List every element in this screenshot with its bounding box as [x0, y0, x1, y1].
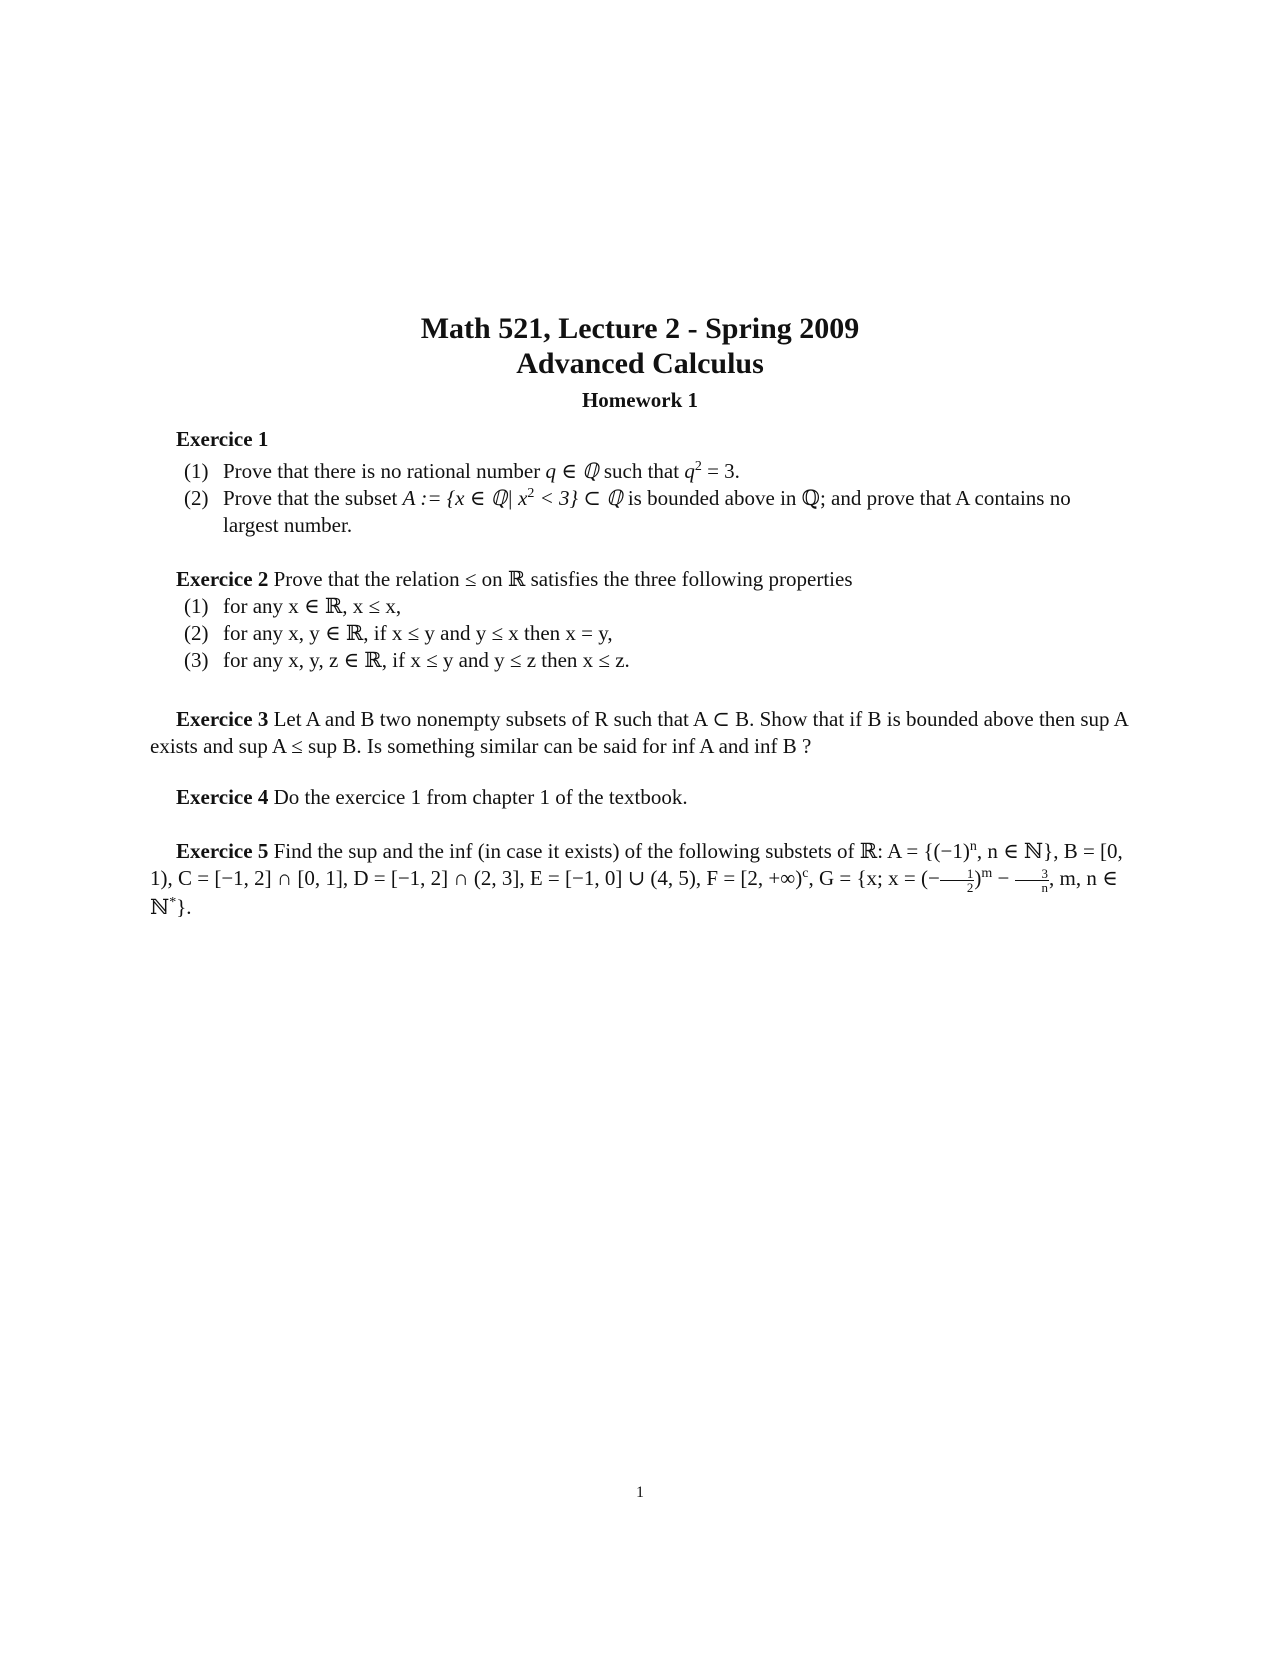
exercise-1-item-1: (1) Prove that there is no rational number q ∈ ℚ such that $q^2 = 3$. [184, 459, 740, 483]
exercise-2-item-2: (2) for any x, y ∈ ℝ, if x ≤ y and y ≤ x then x = y, [184, 621, 613, 645]
exercise-1 [150, 426, 1130, 539]
exercise-2-item-1: (1) for any x ∈ ℝ, x ≤ x, [184, 594, 402, 618]
exercise-5-heading: Exercice 5 [176, 839, 269, 863]
course-subtitle: Advanced Calculus [516, 347, 764, 380]
exercise-2 [150, 566, 1130, 674]
page-number: 1 [636, 1484, 644, 1501]
exercise-3 [150, 706, 1130, 760]
exercise-2-item-3: (3) for any x, y, z ∈ ℝ, if x ≤ y and y ≤ z then x ≤ z. [184, 648, 630, 672]
exercise-3-heading: Exercice 3 [176, 707, 269, 731]
exercise-5: Exercice 5 Find the sup and the inf (in case it exists) of the following substets of ℝ: $A = \{(-1)^n$, n ∈ ℕ}, B = [0, 1), C = [−1, 2] ∩ [0, 1], D = [−1, 2] ∩ (2, 3], E = [−1, 0] ∪ (4, 5), F = [2, +∞)$^c$, G = {x; x = (− $\frac{1}{2}$ )$^m$ − $\frac{3}{n}$ , m, n ∈ ℕ*}. [150, 839, 1123, 919]
exercise-1-list [150, 458, 1130, 539]
fraction-three-over-n: $\frac{3}{n}$ [1015, 867, 1050, 894]
exercise-3-text: Let A and B two nonempty subsets of R such that A ⊂ B. Show that if B is bounded above then sup A exists and sup A ≤ sup B. Is something similar can be said for inf A and inf B ? [150, 707, 1128, 758]
exercise-2-heading: Exercice 2 [176, 567, 269, 591]
exercise-4-heading: Exercice 4 [176, 785, 269, 809]
exercise-2-list [150, 593, 1130, 674]
exercise-1-item-2: (2) Prove that the subset A := {x ∈ ℚ| $x^2 < 3$} ⊂ ℚ is bounded above in ℚ; and prove that A contains no largest number. [184, 486, 1071, 537]
exercise-4 [150, 784, 1130, 811]
exercise-1-heading: Exercice 1 [176, 427, 269, 451]
course-title: Math 521, Lecture 2 - Spring 2009 [420, 312, 860, 345]
fraction-one-half: $\frac{1}{2}$ [940, 867, 975, 894]
homework-title: Homework 1 [581, 388, 699, 412]
exercise-4-text: Do the exercice 1 from chapter 1 of the textbook. [268, 785, 688, 809]
exercise-2-intro: Prove that the relation ≤ on ℝ satisfies the three following properties [268, 567, 853, 591]
